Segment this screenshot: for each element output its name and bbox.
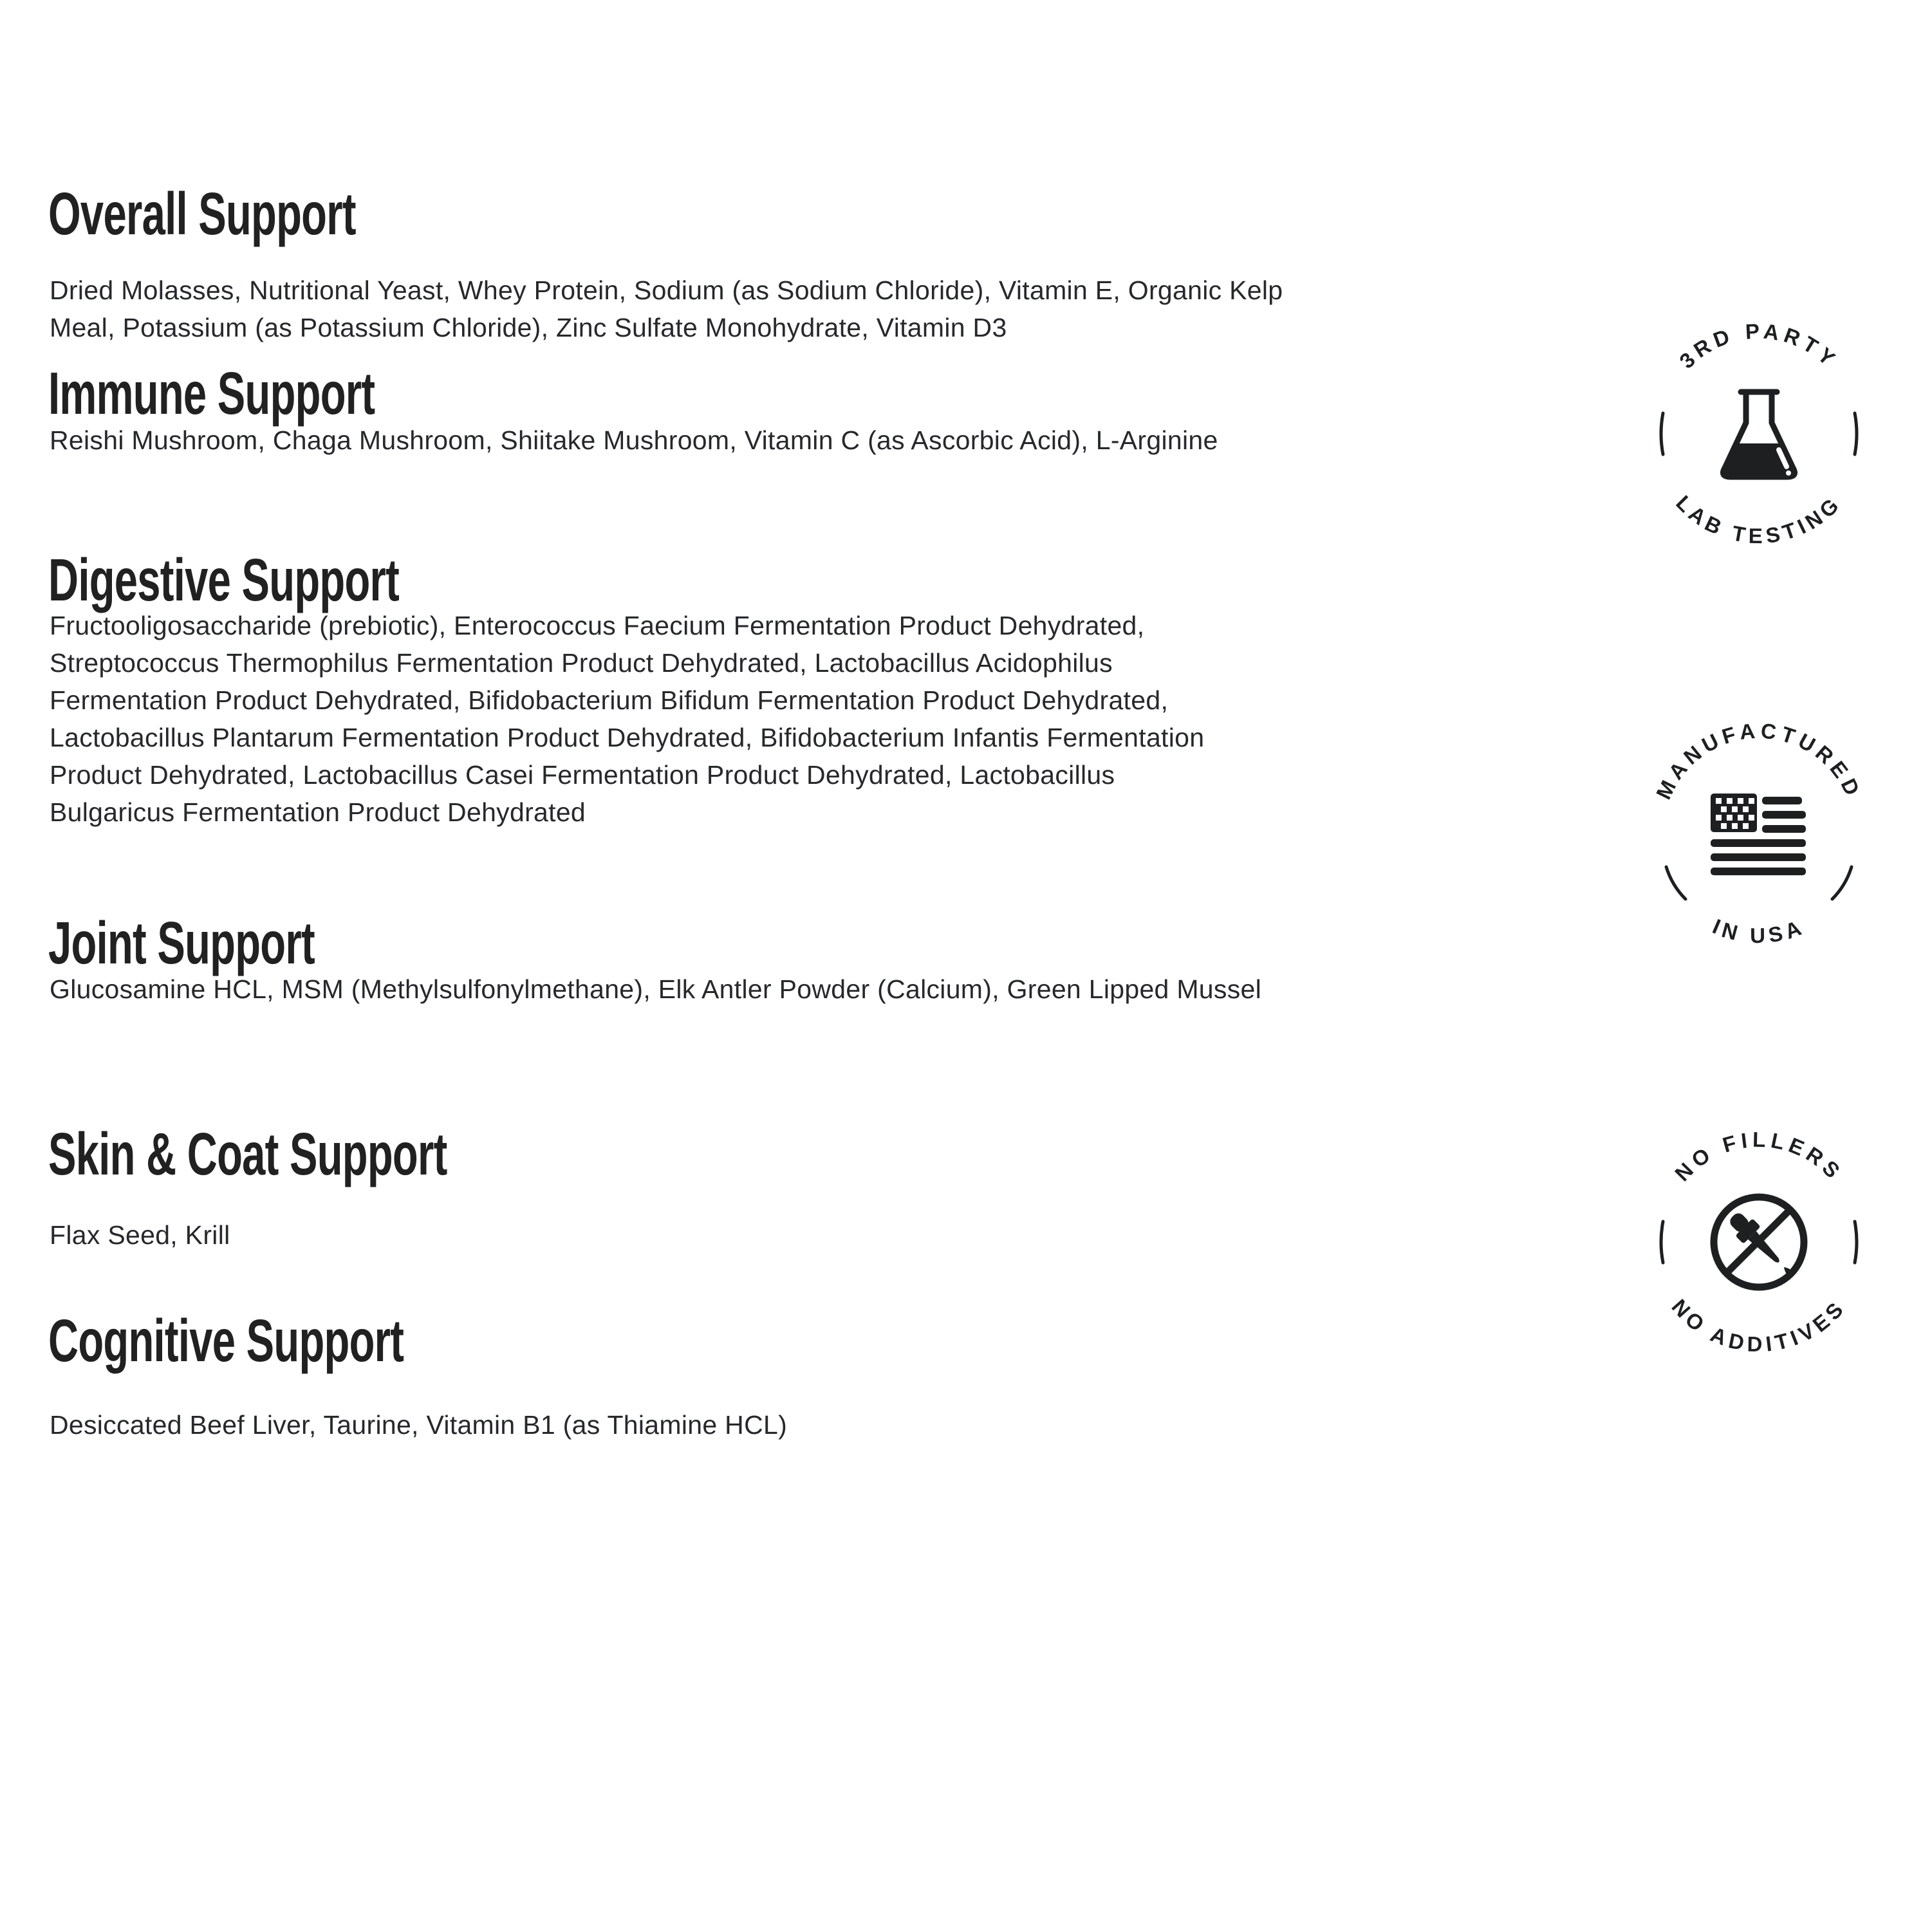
ingredient-line: Glucosamine HCL, MSM (Methylsulfonylmethane), Elk Antler Powder (Calcium), Green Lipped Mussel — [50, 974, 1262, 1004]
ingredients-immune-support — [50, 422, 1218, 459]
section-heading-skin-coat-support: Skin & Coat Support — [48, 1120, 447, 1187]
badge-3rd-party-lab-testing — [1640, 315, 1878, 553]
badge-top-text: MANUFACTURED — [1651, 718, 1867, 803]
ingredient-line: Fermentation Product Dehydrated, Bifidobacterium Bifidum Fermentation Product Dehydrated, — [50, 685, 1169, 715]
ingredient-line: Meal, Potassium (as Potassium Chloride), Zinc Sulfate Monohydrate, Vitamin D3 — [50, 313, 1007, 342]
ingredient-line: Flax Seed, Krill — [50, 1220, 230, 1250]
ingredients-digestive-support — [50, 607, 1204, 831]
badge-bottom-text: NO ADDITIVES — [1667, 1294, 1851, 1357]
ingredients-overall-support — [50, 272, 1283, 346]
ingredient-line: Desiccated Beef Liver, Taurine, Vitamin B1 (as Thiamine HCL) — [50, 1410, 788, 1440]
badge-side-dash — [1855, 413, 1857, 454]
ingredient-line: Fructooligosaccharide (prebiotic), Enterococcus Faecium Fermentation Product Dehydrated, — [50, 611, 1145, 640]
ingredient-line: Lactobacillus Plantarum Fermentation Product Dehydrated, Bifidobacterium Infantis Fermentation — [50, 723, 1205, 752]
ingredient-line: Streptococcus Thermophilus Fermentation Product Dehydrated, Lactobacillus Acidophilus — [50, 648, 1113, 678]
section-heading-immune-support: Immune Support — [48, 360, 375, 427]
section-heading-overall-support: Overall Support — [48, 180, 356, 247]
ingredient-line: Reishi Mushroom, Chaga Mushroom, Shiitake Mushroom, Vitamin C (as Ascorbic Acid), L-Arginine — [50, 425, 1218, 455]
lab-flask-icon — [1723, 392, 1794, 477]
section-heading-digestive-support: Digestive Support — [48, 546, 400, 613]
usa-flag-icon — [1711, 794, 1806, 875]
badge-manufactured-in-usa — [1640, 714, 1878, 952]
badge-side-dash — [1666, 867, 1686, 899]
badge-side-dash — [1661, 413, 1663, 454]
ingredients-cognitive-support — [50, 1406, 787, 1444]
ingredient-line: Bulgaricus Fermentation Product Dehydrated — [50, 797, 586, 827]
section-heading-cognitive-support: Cognitive Support — [48, 1307, 404, 1374]
badge-side-dash — [1661, 1221, 1663, 1263]
ingredient-line: Dried Molasses, Nutritional Yeast, Whey Protein, Sodium (as Sodium Chloride), Vitamin E, Organic Kelp — [50, 275, 1283, 305]
badge-side-dash — [1832, 867, 1852, 899]
crossed-dropper-icon — [1714, 1197, 1804, 1287]
ingredient-line: Product Dehydrated, Lactobacillus Casei Fermentation Product Dehydrated, Lactobacillus — [50, 760, 1115, 790]
badge-bottom-text: IN USA — [1709, 914, 1809, 948]
badge-bottom-text: LAB TESTING — [1671, 490, 1846, 548]
badge-no-fillers-no-additives — [1640, 1123, 1878, 1361]
badge-top-text: NO FILLERS — [1670, 1127, 1848, 1186]
ingredients-joint-support — [50, 971, 1261, 1008]
badge-top-text: 3RD PARTY — [1675, 319, 1843, 373]
ingredients-skin-coat-support — [50, 1216, 230, 1254]
badge-side-dash — [1855, 1221, 1857, 1263]
section-heading-joint-support: Joint Support — [48, 909, 315, 976]
